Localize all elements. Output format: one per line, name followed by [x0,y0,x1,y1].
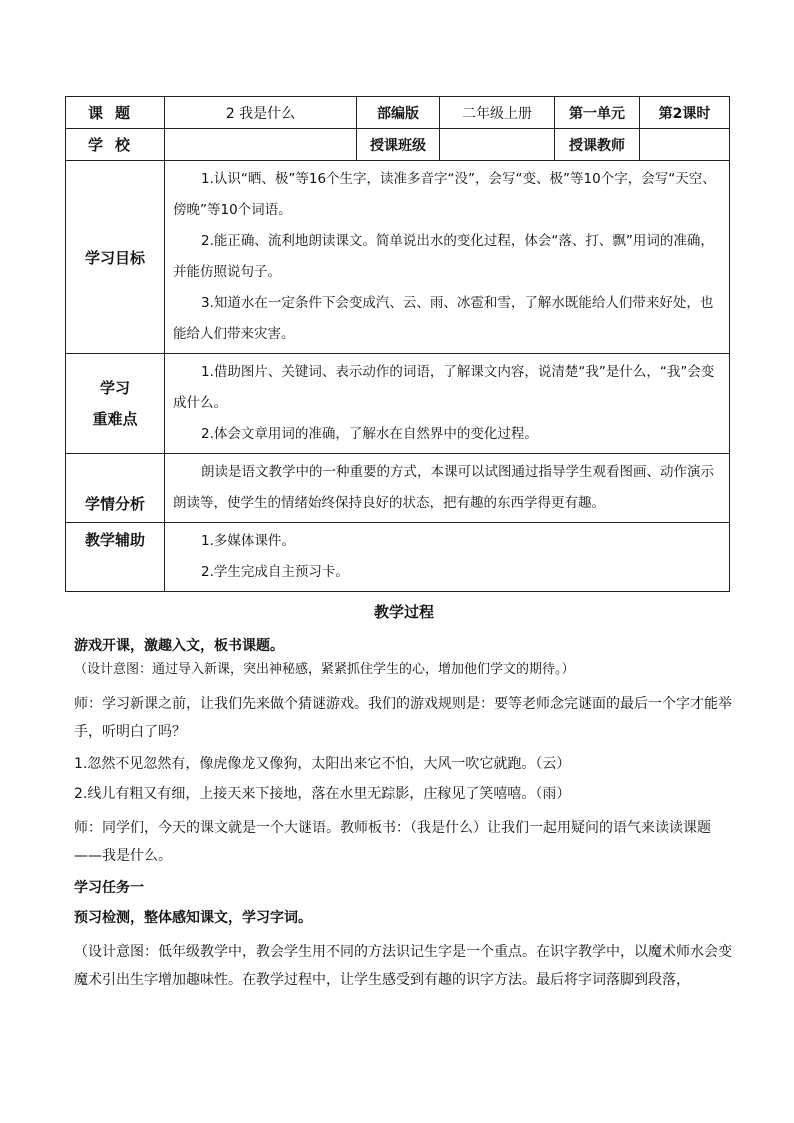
table-row [66,354,730,454]
difficulty-label-line2: 重难点 [92,409,138,428]
table-row [66,129,730,161]
teaching-process [74,600,734,994]
teacher-remark-1: 师：学习新课之前，让我们先来做个猜谜游戏。我们的游戏规则是：要等老师念完谜面的最后一个字才能举手，听明白了吗？ [74,696,732,740]
grade-value: 二年级上册 [440,97,555,129]
difficulty-item: 2.体会文章用词的准确，了解水在自然界中的变化过程。 [201,426,538,442]
process-heading: 教学过程 [373,603,434,621]
aid-item: 2.学生完成自主预习卡。 [201,564,349,580]
goal-item: 3.知道水在一定条件下会变成汽、云、雨、冰雹和雪，了解水既能给人们带来好处，也能给人们带来灾害。 [173,295,714,342]
aids-label: 教学辅助 [66,523,165,592]
table-row [66,454,730,523]
lesson-title: 2 我是什么 [165,97,357,129]
riddle-1: 1.忽然不见忽然有，像虎像龙又像狗，太阳出来它不怕，大风一吹它就跑。（云） [74,756,571,772]
analysis-text: 朗读是语文教学中的一种重要的方式，本课可以试图通过指导学生观看图画、动作演示朗读等，使学生的情绪始终保持良好的状态，把有趣的东西学得更有趣。 [173,464,714,511]
class-label: 授课班级 [357,129,440,161]
difficulty-content [165,354,730,454]
edition-value: 部编版 [357,97,440,129]
school-value [165,129,357,161]
table-row [66,161,730,354]
task1-subtitle: 预习检测，整体感知课文，学习字词。 [74,910,312,926]
analysis-label: 学情分析 [66,454,165,523]
teacher-remark-2: 师：同学们，今天的课文就是一个大谜语。教师板书：（我是什么）让我们一起用疑问的语气来读读课题——我是什么。 [74,820,711,864]
teacher-value [640,129,730,161]
riddle-2: 2.线儿有粗又有细，上接天来下接地，落在水里无踪影，庄稼见了笑嘻嘻。（雨） [74,786,571,802]
section1-title: 游戏开课，激趣入文，板书课题。 [74,638,284,654]
lesson-plan-table [65,96,730,592]
table-row [66,97,730,129]
difficulty-item: 1.借助图片、关键词、表示动作的词语，了解课文内容，说清楚“我”是什么，“我”会变成什么。 [173,364,715,411]
unit-value: 第一单元 [555,97,640,129]
table-row [66,523,730,592]
goals-content [165,161,730,354]
difficulty-label-line1: 学习 [99,378,130,397]
difficulty-label [66,354,165,454]
lesson-number: 第2课时 [640,97,730,129]
class-value [440,129,555,161]
topic-label: 课题 [66,97,165,129]
teacher-label: 授课教师 [555,129,640,161]
aids-content [165,523,730,592]
goal-item: 1.认识“晒、极”等16个生字，读准多音字“没”，会写“变、极”等10个字，会写“天空、傍晚”等10个词语。 [173,171,716,218]
task1-note: （设计意图：低年级教学中，教会学生用不同的方法识记生字是一个重点。在识字教学中，以魔术师水会变魔术引出生字增加趣味性。在教学过程中，让学生感受到有趣的识字方法。最后将字词落脚到段落， [74,944,732,988]
task1-title: 学习任务一 [74,880,144,896]
section1-note: （设计意图：通过导入新课，突出神秘感，紧紧抓住学生的心，增加他们学文的期待。） [74,662,575,677]
aid-item: 1.多媒体课件。 [201,533,295,549]
goal-item: 2.能正确、流利地朗读课文。简单说出水的变化过程，体会“落、打、飘”用词的准确，并能仿照说句子。 [173,233,714,280]
analysis-content [165,454,730,523]
goals-label: 学习目标 [66,161,165,354]
school-label: 学校 [66,129,165,161]
